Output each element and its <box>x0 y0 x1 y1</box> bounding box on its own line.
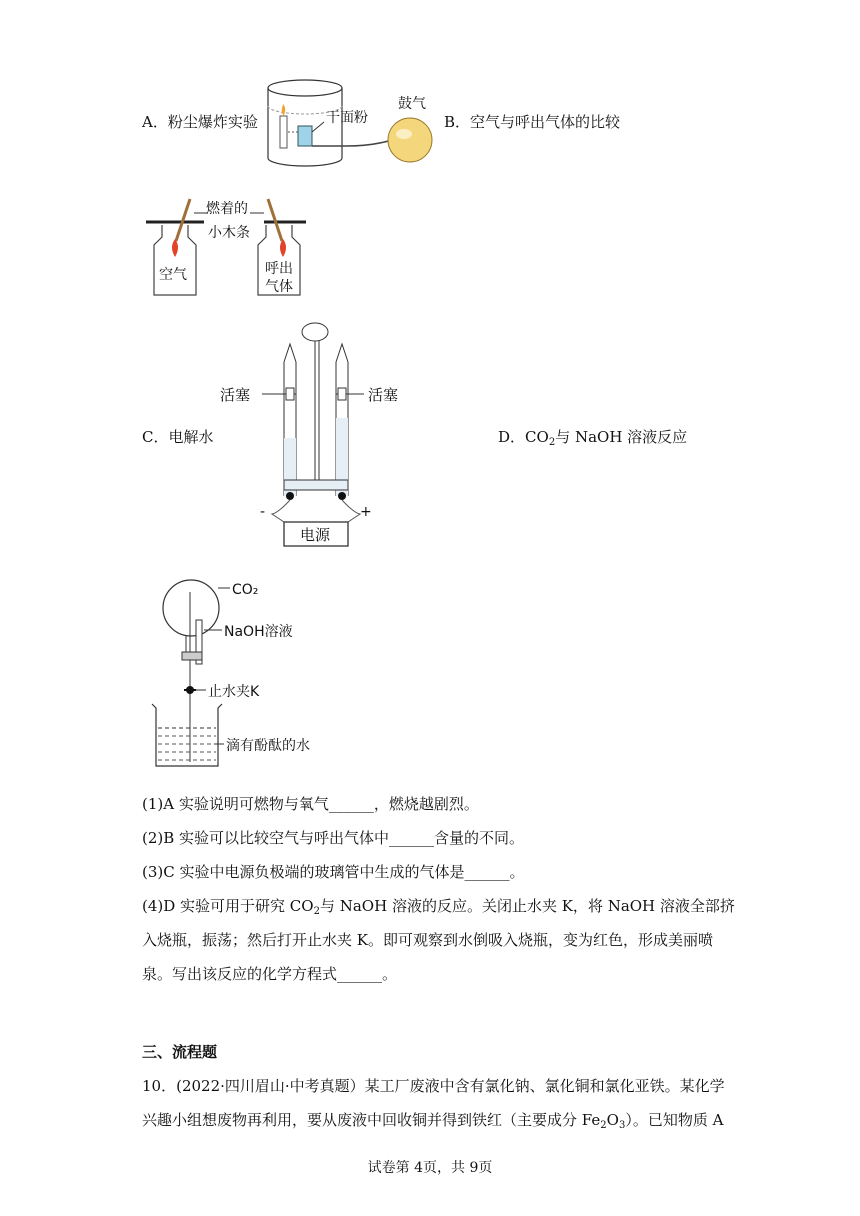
question-3: (3)C 实验中电源负极端的玻璃管中生成的气体是______。 <box>142 863 525 881</box>
valve-right-label: 活塞 <box>368 386 399 404</box>
option-d-label: D．$CO_2$与 NaOH 溶液反应 <box>498 428 688 448</box>
question-1: (1)A 实验说明可燃物与氧气______，燃烧越剧烈。 <box>142 795 479 813</box>
exhaled-label-2: 气体 <box>265 279 293 295</box>
question-4-line-3: 泉。写出该反应的化学方程式______。 <box>142 965 398 983</box>
co2-label: CO₂ <box>232 582 259 598</box>
naoh-label: NaOH溶液 <box>224 624 293 640</box>
air-label: 空气 <box>159 267 187 283</box>
stick-label-2: 小木条 <box>208 225 250 241</box>
section-title: 三、流程题 <box>142 1043 218 1061</box>
plus-label: + <box>360 504 372 520</box>
exhaled-label-1: 呼出 <box>265 261 293 277</box>
powder-label: 干面粉 <box>326 110 368 126</box>
question-4-line-2: 入烧瓶，振荡；然后打开止水夹 K。即可观察到水倒吸入烧瓶，变为红色，形成美丽喷 <box>142 931 713 949</box>
minus-label: - <box>260 504 266 520</box>
clamp-label: 止水夹K <box>208 684 260 700</box>
power-label: 电源 <box>300 526 331 544</box>
question-2: (2)B 实验可以比较空气与呼出气体中______含量的不同。 <box>142 829 525 847</box>
page-footer: 试卷第 4页，共 9页 <box>367 1160 493 1176</box>
question-10-line-1: 10．(2022·四川眉山·中考真题）某工厂废液中含有氯化钠、氯化铜和氯化亚铁。某化学 <box>142 1077 725 1095</box>
air-exhaled-figure <box>146 195 326 303</box>
option-c-label: C．电解水 <box>142 428 214 446</box>
question-4-line-1: (4)D 实验可用于研究 $CO_2$与 NaOH 溶液的反应。关闭止水夹 K，将 NaOH 溶液全部挤 <box>142 897 735 917</box>
question-10-line-2: 兴趣小组想废物再利用，要从废液中回收铜并得到铁红（主要成分 $Fe_2O_3$）。已知物质 A <box>142 1111 724 1131</box>
water-label: 滴有酚酞的水 <box>226 738 310 754</box>
option-b-label: B．空气与呼出气体的比较 <box>444 113 621 131</box>
stick-label-1: 燃着的 <box>206 201 248 217</box>
blow-label: 鼓气 <box>398 96 426 112</box>
electrolysis-figure <box>218 318 408 550</box>
co2-naoh-figure <box>146 572 346 772</box>
option-a-label: A．粉尘爆炸实验 <box>142 113 258 131</box>
valve-left-label: 活塞 <box>220 386 251 404</box>
dust-explosion-figure <box>262 76 442 184</box>
